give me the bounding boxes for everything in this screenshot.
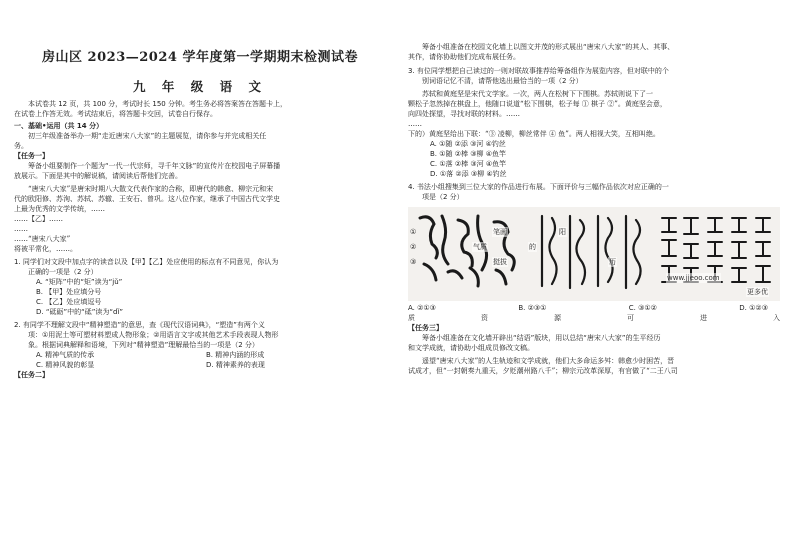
passage-line: 遥望“唐宋八大家”的人生轨迹和文学成就，他们大多命运多舛：韩愈少时困苦，晋 bbox=[422, 357, 675, 365]
caption-char: 资 bbox=[481, 314, 488, 322]
story-line: 颗松子忽然掉在棋盘上，他随口说道“松下围棋，松子每 ① 棋子 ②”。黄庭坚会意， bbox=[408, 100, 667, 108]
passage-line: 上最为优秀的文学传统，…… bbox=[14, 205, 105, 213]
intro-line: 初三年级准备举办一期“走近唐宋八大家”的主题展览，请你参与并完成相关任 bbox=[28, 132, 267, 140]
plate-word: 历 bbox=[609, 258, 616, 266]
answer-option[interactable]: B. 【甲】处应填分号 bbox=[36, 288, 102, 296]
instruction-line: 本试卷共 12 页，共 100 分，考试时长 150 分钟。考生务必将答案答在答题卡上， bbox=[28, 100, 287, 108]
passage-line: …… bbox=[14, 225, 28, 233]
plate-label: ③ bbox=[410, 258, 417, 266]
answer-option[interactable]: D. “砥砺”中的“砥”读为“dǐ” bbox=[36, 308, 123, 316]
answer-option[interactable]: A. ①随 ②添 ③河 ④钓丝 bbox=[430, 140, 506, 148]
subject-heading: 九 年 级 语 文 bbox=[133, 79, 267, 94]
plate-word: 的 bbox=[529, 243, 536, 251]
task-heading: 【任务三】 bbox=[408, 324, 443, 332]
passage-line: 试成才，但“一封朝奏九重天，夕贬潮州路八千”；柳宗元改革深厚，有官做了“二王八司 bbox=[408, 367, 678, 375]
answer-option[interactable]: C. 【乙】处应填逗号 bbox=[36, 298, 102, 306]
task-intro-line: 和文学成就，请协助小组成员修改文稿。 bbox=[408, 344, 534, 352]
answer-option[interactable]: A. 精神气质的传承 bbox=[36, 351, 95, 359]
calligraphy-image-2 bbox=[532, 210, 650, 294]
plate-number-labels bbox=[410, 225, 436, 270]
answer-option[interactable]: D. ①落 ②添 ③柳 ④钓丝 bbox=[430, 170, 507, 178]
story-line: …… bbox=[408, 120, 422, 128]
question-1: 正确的一项是（2 分） bbox=[28, 268, 98, 276]
watermark-caption bbox=[408, 313, 780, 323]
question-3: 3. 有位同学想把自己读过的一则对联故事推荐给筹备组作为展览内容，但对联中的个 bbox=[408, 67, 669, 75]
answer-option[interactable]: B. ②③① bbox=[518, 304, 547, 312]
answer-option[interactable]: A. ②①③ bbox=[408, 304, 436, 312]
right-column bbox=[408, 0, 780, 376]
caption-char: 源 bbox=[554, 314, 561, 322]
task-intro-line: 放展示。下面是其中的解说稿，请阅读后帮他们完善。 bbox=[14, 172, 182, 180]
task-intro-line: 筹备小组要制作一个题为“一代一代宗师，寻千年文脉”的宣传片在校园电子屏幕播 bbox=[28, 162, 281, 170]
question-2: 象。根据词典解释和语境，下列对“精神塑造”理解最恰当的一项是（2 分） bbox=[28, 341, 259, 349]
watermark-url[interactable]: www.jjeoo.com bbox=[667, 274, 720, 282]
caption-char: 可 bbox=[627, 314, 634, 322]
passage-line: ……“唐宋八大家” bbox=[14, 235, 71, 243]
answer-option[interactable]: B. ①随 ②棒 ③柳 ④鱼竿 bbox=[430, 150, 507, 158]
section-heading: 一、基础•运用（共 14 分） bbox=[14, 122, 104, 130]
plate-label: ② bbox=[410, 243, 417, 251]
story-line: 下的）黄庭坚给出下联：“③ 凌柳，柳丝常伴 ④ 鱼”。两人相视大笑，互相叫绝。 bbox=[408, 130, 660, 138]
option-row bbox=[14, 350, 386, 360]
caption-char: 质 bbox=[408, 314, 415, 322]
passage-line: 将被平常化，……。 bbox=[14, 245, 77, 253]
answer-option[interactable]: C. ③①② bbox=[628, 304, 657, 312]
question-2: 2. 有同学不理解文段中“精神塑造”的意思，查《现代汉语词典》，“塑造”有两个义 bbox=[14, 321, 265, 329]
answer-option[interactable]: D. ①②③ bbox=[739, 304, 768, 312]
calligraphy-plate bbox=[408, 207, 780, 301]
question-4: 项是（2 分） bbox=[422, 193, 464, 201]
question-1: 1. 同学们对文段中加点字的读音以及【甲】【乙】处应使用的标点有不同意见，你认为 bbox=[14, 258, 279, 266]
task-heading: 【任务二】 bbox=[14, 371, 49, 379]
answer-option[interactable]: D. 精神素养的表现 bbox=[206, 361, 265, 369]
plate-label: ① bbox=[410, 228, 417, 236]
watermark-tail: 更多优 bbox=[747, 288, 768, 296]
intro-line: 务。 bbox=[14, 142, 28, 150]
question-2: 项：①用泥土等可塑材料塑成人物形象；②用语言文字或其他艺术手段表现人物形 bbox=[28, 331, 279, 339]
plate-word: 阳 bbox=[559, 228, 566, 236]
passage-line: 代的欧阳修、苏洵、苏轼、苏辙、王安石、曾巩。这八位作家，继承了中国古代文学史 bbox=[14, 195, 280, 203]
task-heading: 【任务一】 bbox=[14, 152, 49, 160]
story-line: 苏轼和黄庭坚是宋代文学家。一次，两人在松树下下围棋。苏轼则说下了一 bbox=[422, 90, 653, 98]
task-intro-line: 筹备小组准备在文化墙开辟出“结语”版块，用以总结“唐宋八大家”的生平经历 bbox=[422, 334, 661, 342]
passage-line: “唐宋八大家”是唐宋时期八大散文代表作家的合称，即唐代的韩愈、柳宗元和宋 bbox=[28, 185, 274, 193]
task-intro-line: 其作，请你协助他们完成布展任务。 bbox=[408, 53, 520, 61]
question-4: 4. 书法小组搜集到三位大家的作品进行布展。下面评价与三幅作品依次对应正确的一 bbox=[408, 183, 669, 191]
passage-line: ……【乙】…… bbox=[14, 215, 63, 223]
instruction-line: 在试卷上作答无效。考试结束后，将答题卡交回，试卷自行保存。 bbox=[14, 110, 217, 118]
story-line: 向四处探望，寻找对联的材料。…… bbox=[408, 110, 520, 118]
answer-option[interactable]: C. 精神风貌的彰显 bbox=[36, 361, 95, 369]
plate-word: 气质 bbox=[473, 243, 487, 251]
option-row bbox=[14, 360, 386, 370]
plate-word: 笔画 bbox=[493, 228, 507, 236]
exam-title: 房山区 2023—2024 学年度第一学期期末检测试卷 bbox=[42, 50, 358, 65]
caption-char: 入 bbox=[773, 314, 780, 322]
answer-option[interactable]: C. ①落 ②棒 ③河 ④鱼竿 bbox=[430, 160, 507, 168]
task-intro-line: 筹备小组准备在校园文化墙上以图文并茂的形式展出“唐宋八大家”的其人、其事、 bbox=[422, 43, 675, 51]
question-3: 别词语记忆不清，请帮他选出最恰当的一项（2 分） bbox=[422, 77, 583, 85]
left-column bbox=[14, 0, 386, 380]
plate-word: 挺拔 bbox=[493, 258, 507, 266]
caption-char: 进 bbox=[700, 314, 707, 322]
answer-option[interactable]: B. 精神内涵的形成 bbox=[206, 351, 265, 359]
answer-option[interactable]: A. “矩阵”中的“矩”读为“jǔ” bbox=[36, 278, 123, 286]
q4-option-row bbox=[408, 303, 768, 313]
